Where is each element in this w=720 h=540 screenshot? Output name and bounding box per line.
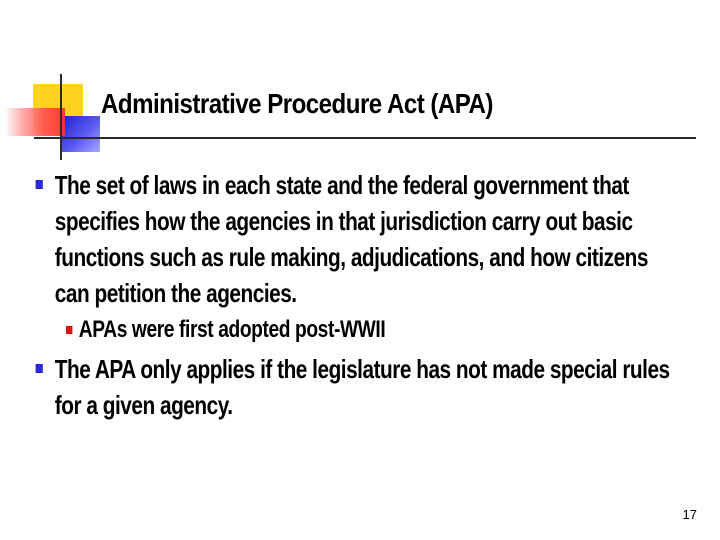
bullet-item xyxy=(34,167,671,311)
slide-title: Administrative Procedure Act (APA) xyxy=(101,88,493,119)
square-sub-bullet-icon xyxy=(66,326,72,334)
slide-logo xyxy=(0,70,110,165)
title-underline xyxy=(34,137,696,139)
page-number: 17 xyxy=(682,507,697,522)
logo-vertical-line xyxy=(60,74,62,160)
bullet-text: The APA only applies if the legislature has not made special rules for a given agency. xyxy=(54,354,670,420)
sub-bullet-text: APAs were first adopted post-WWII xyxy=(78,316,386,343)
logo-red-bar xyxy=(5,108,65,136)
square-bullet-icon xyxy=(36,364,43,373)
bullet-item xyxy=(34,351,671,423)
slide-body xyxy=(34,167,704,425)
logo-blue-square xyxy=(62,116,100,152)
bullet-text: The set of laws in each state and the federal government that specifies how the agencies in that jurisdiction carry out basic functions such as rule making, adjudications, and how citizens can petition the agencies. xyxy=(54,170,649,308)
sub-bullet-item xyxy=(34,313,687,347)
square-bullet-icon xyxy=(36,180,43,189)
